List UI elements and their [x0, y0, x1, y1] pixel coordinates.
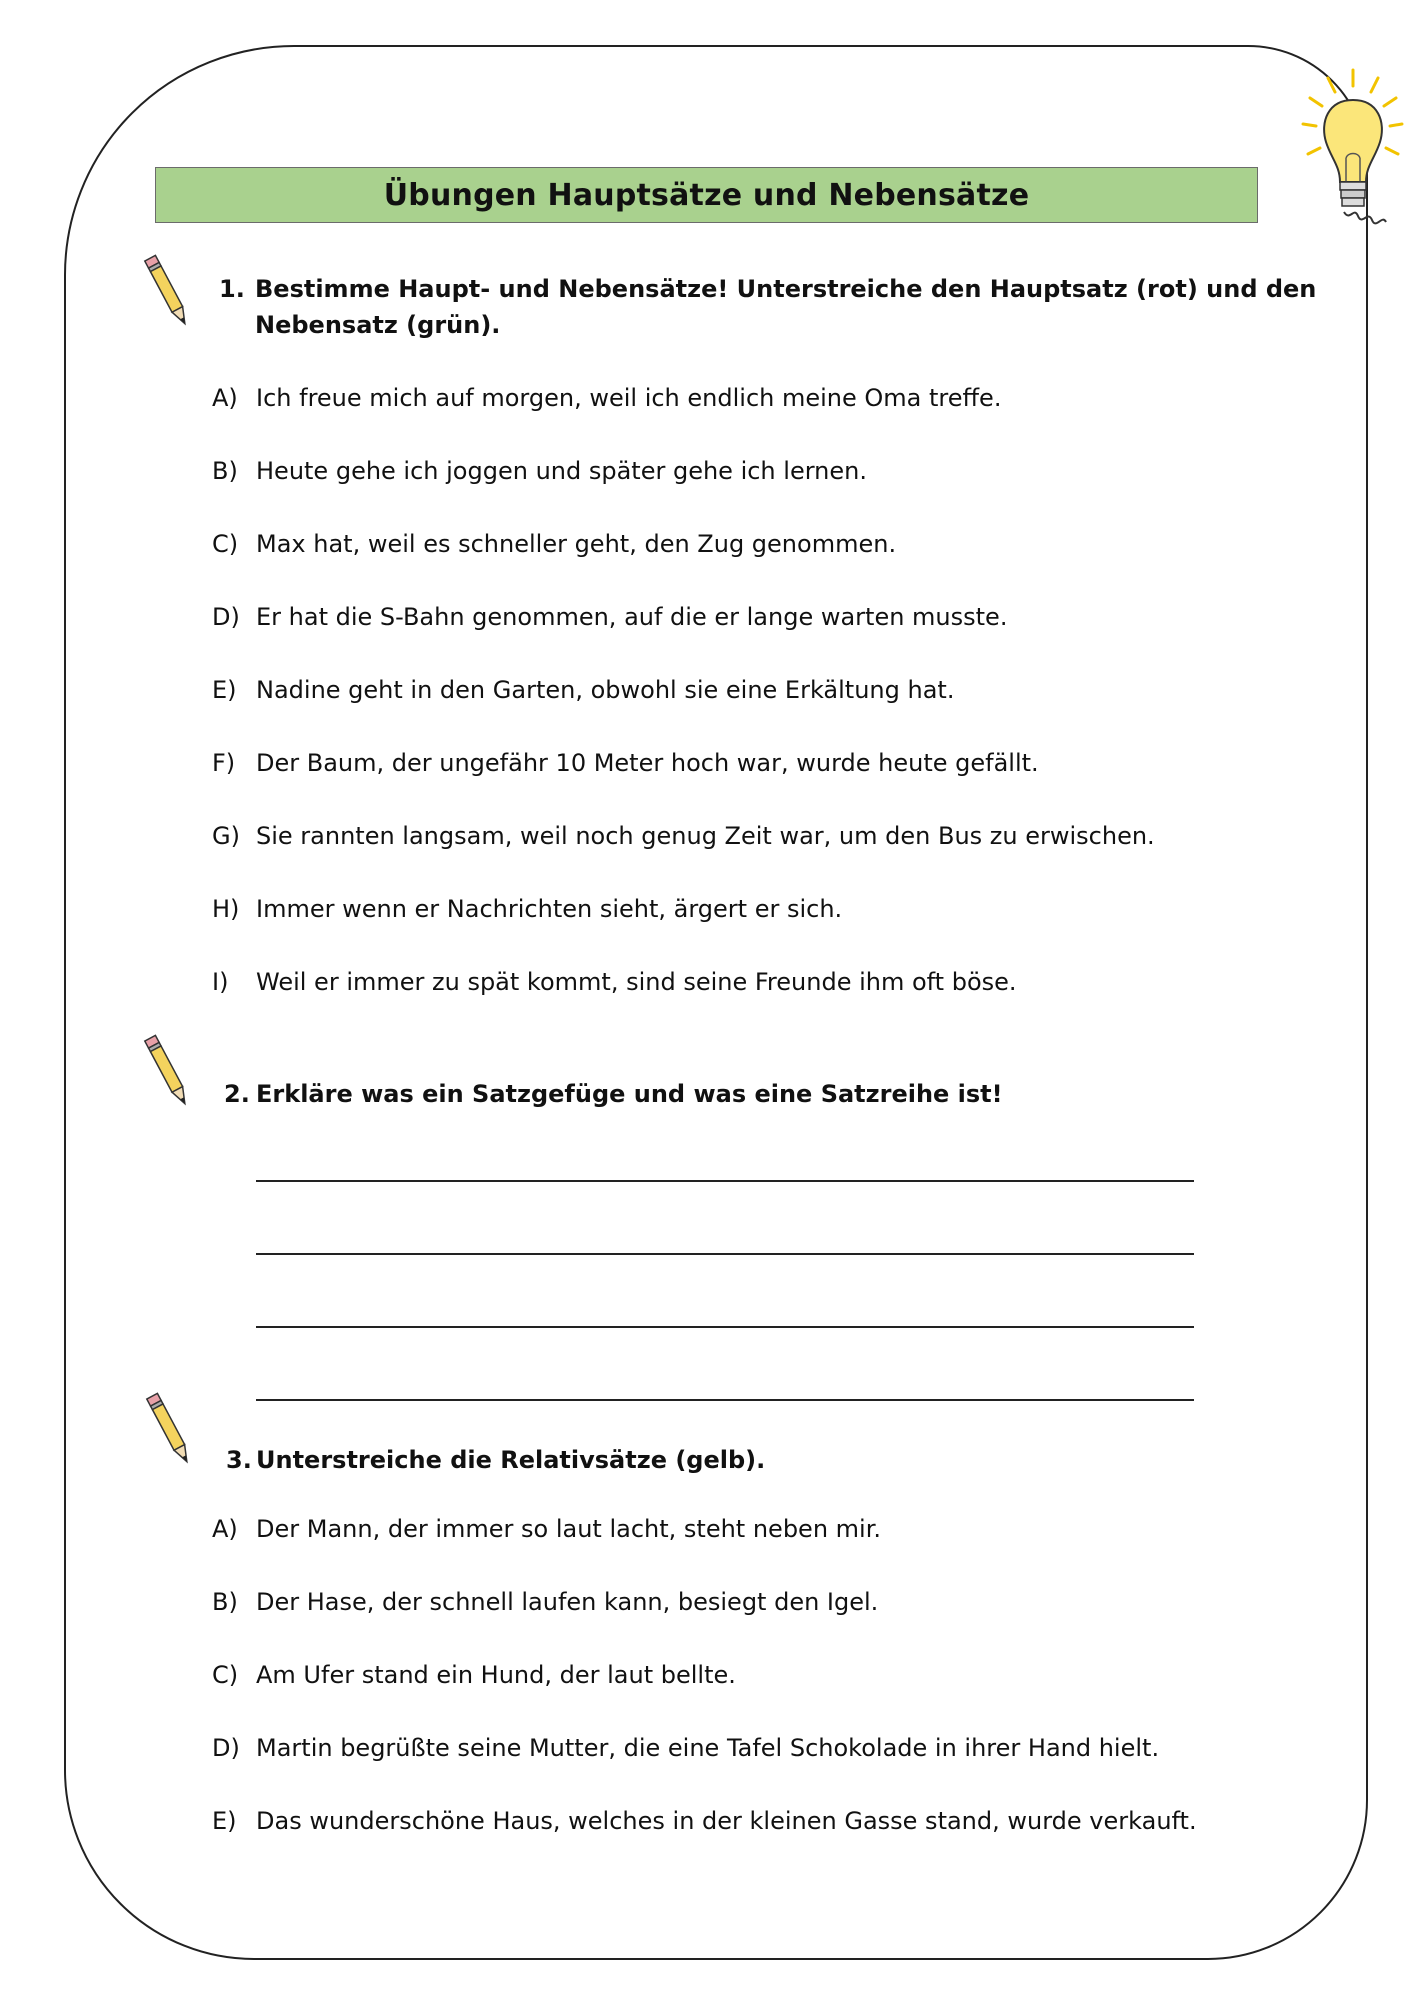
list-item: D) Martin begrüßte seine Mutter, die eine Tafel Schokolade in ihrer Hand hielt.: [212, 1734, 1160, 1762]
list-item: B) Der Hase, der schnell laufen kann, besiegt den Igel.: [212, 1588, 879, 1616]
list-item: E) Nadine geht in den Garten, obwohl sie eine Erkältung hat.: [212, 676, 955, 704]
list-item: A) Der Mann, der immer so laut lacht, steht neben mir.: [212, 1515, 881, 1543]
worksheet-title: Übungen Hauptsätze und Nebensätze: [383, 177, 1030, 213]
answer-line[interactable]: [256, 1253, 1194, 1255]
task-instruction: Erkläre was ein Satzgefüge und was eine Satzreihe ist!: [256, 1080, 1003, 1108]
pencil-icon: [144, 1388, 194, 1468]
list-item: B) Heute gehe ich joggen und später gehe ich lernen.: [212, 457, 867, 485]
task-instruction: Bestimme Haupt- und Nebensätze! Unterstreiche den Hauptsatz (rot) und den: [255, 275, 1317, 303]
worksheet-title-bar: [155, 167, 1258, 223]
pencil-icon: [142, 1030, 192, 1110]
answer-line[interactable]: [256, 1180, 1194, 1182]
list-item: I) Weil er immer zu spät kommt, sind seine Freunde ihm oft böse.: [212, 968, 1017, 996]
list-item: F) Der Baum, der ungefähr 10 Meter hoch war, wurde heute gefällt.: [212, 749, 1039, 777]
list-item: C) Am Ufer stand ein Hund, der laut bellte.: [212, 1661, 736, 1689]
task-number: 3.: [226, 1446, 252, 1474]
list-item: A) Ich freue mich auf morgen, weil ich endlich meine Oma treffe.: [212, 384, 1002, 412]
task-instruction: Unterstreiche die Relativsätze (gelb).: [256, 1446, 766, 1474]
list-item: D) Er hat die S-Bahn genommen, auf die er lange warten musste.: [212, 603, 1008, 631]
answer-line[interactable]: [256, 1326, 1194, 1328]
lightbulb-icon: [1298, 62, 1408, 252]
list-item: H) Immer wenn er Nachrichten sieht, ärgert er sich.: [212, 895, 843, 923]
list-item: E) Das wunderschöne Haus, welches in der kleinen Gasse stand, wurde verkauft.: [212, 1807, 1197, 1835]
list-item: C) Max hat, weil es schneller geht, den Zug genommen.: [212, 530, 897, 558]
task-number: 2.: [224, 1080, 250, 1108]
answer-line[interactable]: [256, 1399, 1194, 1401]
task-number: 1.: [219, 275, 245, 303]
pencil-icon: [142, 250, 192, 330]
task-instruction-continued: Nebensatz (grün).: [255, 311, 501, 339]
list-item: G) Sie rannten langsam, weil noch genug Zeit war, um den Bus zu erwischen.: [212, 822, 1155, 850]
